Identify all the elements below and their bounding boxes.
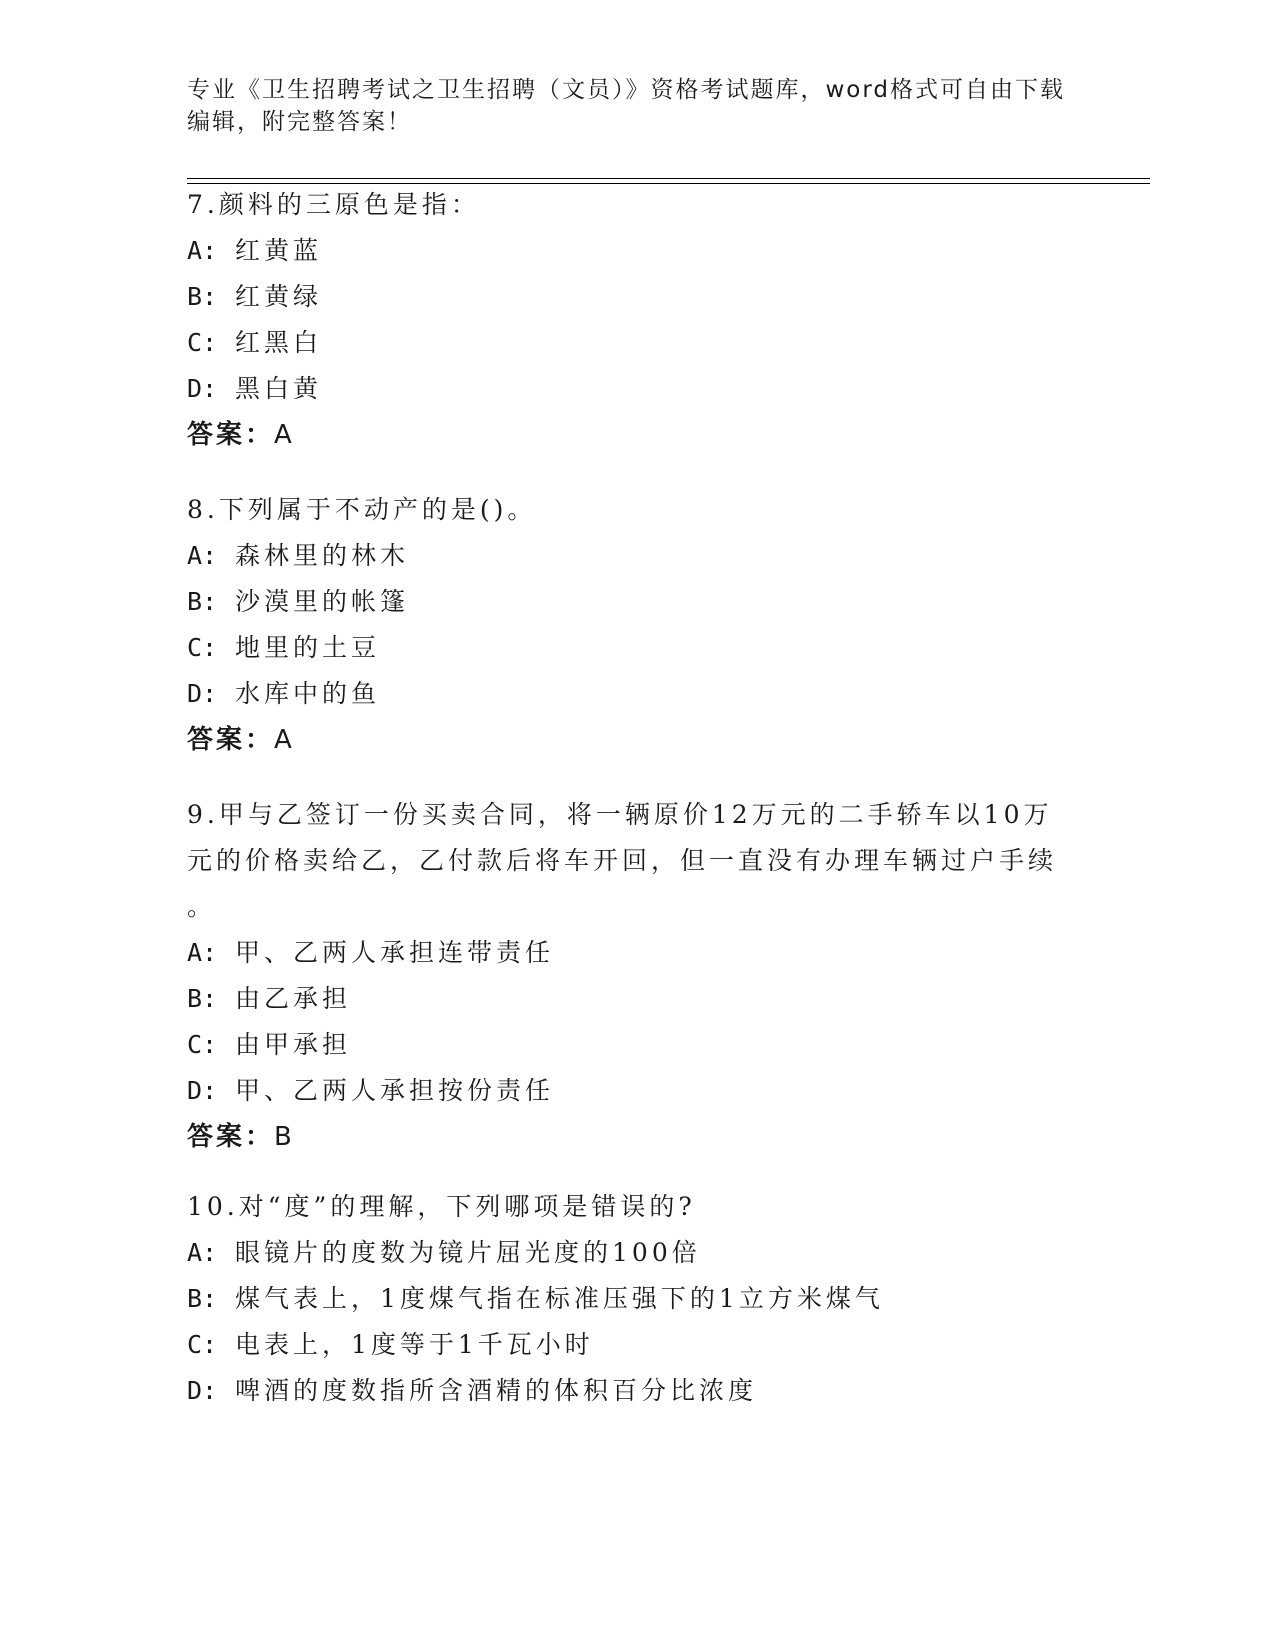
option-d <box>187 671 1067 717</box>
question-stem-line-3: 。 <box>187 892 217 921</box>
option-text: 眼镜片的度数为镜片屈光度的100倍 <box>235 1238 701 1267</box>
answer-label: 答案： <box>187 420 275 450</box>
option-b <box>187 1276 1067 1322</box>
option-d <box>187 1068 1067 1114</box>
option-d <box>187 1368 1067 1414</box>
option-letter: B: <box>187 282 218 311</box>
option-c <box>187 625 1067 671</box>
option-text: 煤气表上，1度煤气指在标准压强下的1立方米煤气 <box>235 1284 884 1313</box>
option-text: 由乙承担 <box>235 984 352 1013</box>
option-letter: C: <box>187 633 218 662</box>
question-stem-line-2: 元的价格卖给乙，乙付款后将车开回，但一直没有办理车辆过户手续 <box>187 846 1058 875</box>
option-text: 红黄蓝 <box>235 236 323 265</box>
answer-label: 答案： <box>187 725 275 755</box>
option-letter: C: <box>187 1330 218 1359</box>
question-stem: 7.颜料的三原色是指： <box>187 190 480 219</box>
option-letter: B: <box>187 1284 218 1313</box>
option-a <box>187 1230 1067 1276</box>
option-text: 电表上，1度等于1千瓦小时 <box>235 1330 594 1359</box>
option-text: 黑白黄 <box>235 374 323 403</box>
question-9 <box>187 792 1067 1160</box>
header-divider-top <box>187 178 1150 179</box>
option-b <box>187 274 1067 320</box>
option-c <box>187 1322 1067 1368</box>
option-letter: D: <box>187 1076 218 1105</box>
header-line-2: 编辑，附完整答案！ <box>187 109 412 135</box>
answer-line <box>187 717 1067 763</box>
answer-line <box>187 1114 1067 1160</box>
option-b <box>187 579 1067 625</box>
answer-value: A <box>274 420 295 450</box>
question-stem-line-1: 9.甲与乙签订一份买卖合同，将一辆原价12万元的二手轿车以10万 <box>187 800 1053 829</box>
question-10 <box>187 1184 1067 1414</box>
option-letter: B: <box>187 587 218 616</box>
question-stem: 10.对“度”的理解，下列哪项是错误的? <box>187 1192 696 1221</box>
option-a <box>187 228 1067 274</box>
option-letter: A: <box>187 236 218 265</box>
option-letter: A: <box>187 938 218 967</box>
option-letter: D: <box>187 374 218 403</box>
header-line-1: 专业《卫生招聘考试之卫生招聘（文员）》资格考试题库，word格式可自由下载 <box>187 77 1066 103</box>
option-letter: C: <box>187 1030 218 1059</box>
option-letter: A: <box>187 541 218 570</box>
option-c <box>187 1022 1067 1068</box>
answer-label: 答案： <box>187 1122 275 1152</box>
option-text: 地里的土豆 <box>235 633 381 662</box>
option-text: 啤酒的度数指所含酒精的体积百分比浓度 <box>235 1376 758 1405</box>
option-letter: A: <box>187 1238 218 1267</box>
option-text: 水库中的鱼 <box>235 679 381 708</box>
option-text: 红黑白 <box>235 328 323 357</box>
question-stem: 8.下列属于不动产的是()。 <box>187 495 537 524</box>
option-text: 甲、乙两人承担按份责任 <box>235 1076 555 1105</box>
document-header <box>187 74 1087 138</box>
answer-value: A <box>274 725 295 755</box>
option-text: 红黄绿 <box>235 282 323 311</box>
option-c <box>187 320 1067 366</box>
option-letter: D: <box>187 1376 218 1405</box>
option-b <box>187 976 1067 1022</box>
question-8 <box>187 487 1067 763</box>
option-a <box>187 533 1067 579</box>
option-text: 森林里的林木 <box>235 541 410 570</box>
option-letter: B: <box>187 984 218 1013</box>
option-text: 由甲承担 <box>235 1030 352 1059</box>
question-7 <box>187 182 1067 458</box>
option-text: 沙漠里的帐篷 <box>235 587 410 616</box>
option-letter: D: <box>187 679 218 708</box>
option-a <box>187 930 1067 976</box>
option-d <box>187 366 1067 412</box>
answer-line <box>187 412 1067 458</box>
option-text: 甲、乙两人承担连带责任 <box>235 938 555 967</box>
option-letter: C: <box>187 328 218 357</box>
answer-value: B <box>274 1122 295 1152</box>
